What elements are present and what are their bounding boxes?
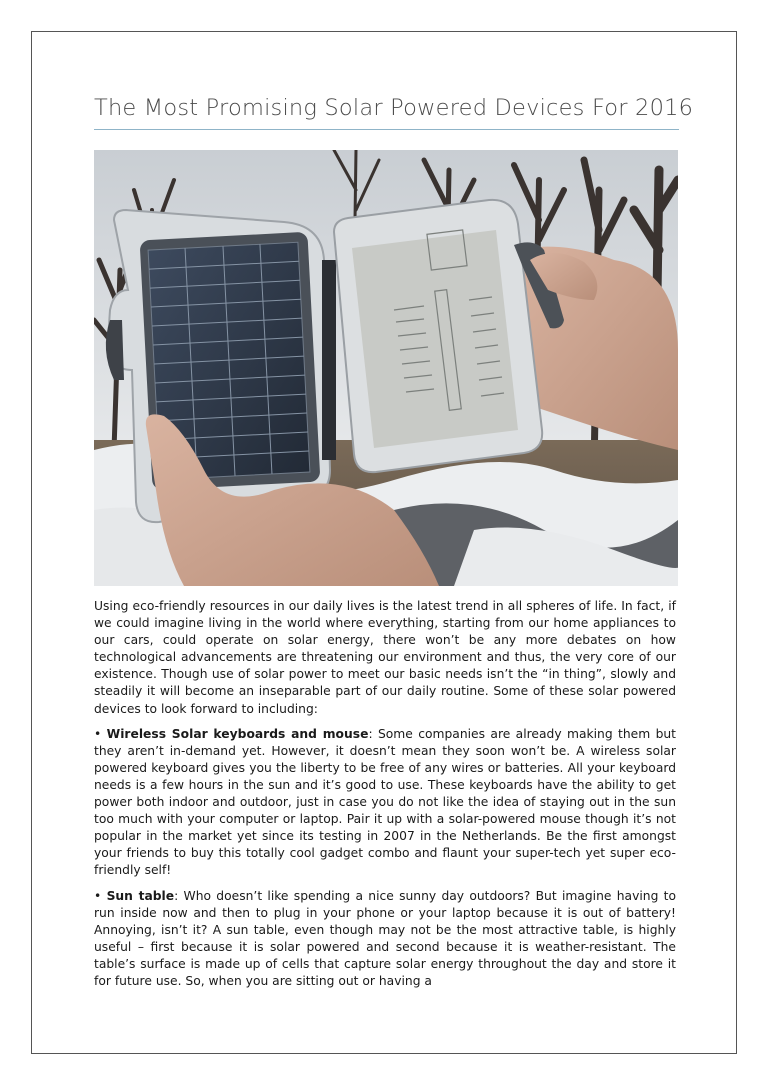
document-title: The Most Promising Solar Powered Devices For 2016 [94, 95, 694, 121]
title-underline [94, 129, 679, 130]
section-sun-table [94, 888, 676, 991]
section-heading-sun-table: Sun table [106, 888, 175, 903]
section-text-sun-table: : Who doesn’t like spending a nice sunny day outdoors? But imagine having to run inside now and then to plug in your phone or your laptop because it is out of battery! Annoying, isn’t it? A sun table, even though may not be the most attractive table, is highly useful – first because it is solar powered and second because it is weather-resistant. The table’s surface is made up of cells that capture solar energy throughout the day and store it for future use. So, when you are sitting out or having a [94, 888, 676, 988]
bullet-keyboards: • [94, 726, 102, 741]
section-keyboards [94, 726, 676, 880]
section-text-keyboards: : Some companies are already making them but they aren’t in-demand yet. However, it doesn’t mean they soon won’t be. A wireless solar powered keyboard gives you the liberty to be free of any wires or batteries. All your keyboard needs is a few hours in the sun and it’s good to use. These keyboards have the ability to get power both indoor and outdoor, just in case you do not like the idea of staying out in the sun too much with your computer or laptop. Pair it up with a solar-powered mouse though it’s not popular in the market yet since its testing in 2007 in the Netherlands. Be the first amongst your friends to buy this totally cool gadget combo and flaunt your super-tech yet super eco-friendly self! [94, 726, 676, 878]
intro-paragraph: Using eco-friendly resources in our daily lives is the latest trend in all spheres of life. In fact, if we could imagine living in the world where everything, starting from our home appliances to our cars, could operate on solar energy, there won’t be any more debates on how technological advancements are threatening our environment and thus, the very core of our existence. Though use of solar power to meet our basic needs isn’t the “in thing”, slowly and steadily it will become an inseparable part of our daily routine. Some of these solar powered devices to look forward to including: [94, 599, 676, 716]
section-heading-keyboards: Wireless Solar keyboards and mouse [106, 726, 369, 741]
solar-ereader-photo [94, 150, 678, 586]
article-body [94, 598, 676, 998]
bullet-sun-table: • [94, 888, 102, 903]
